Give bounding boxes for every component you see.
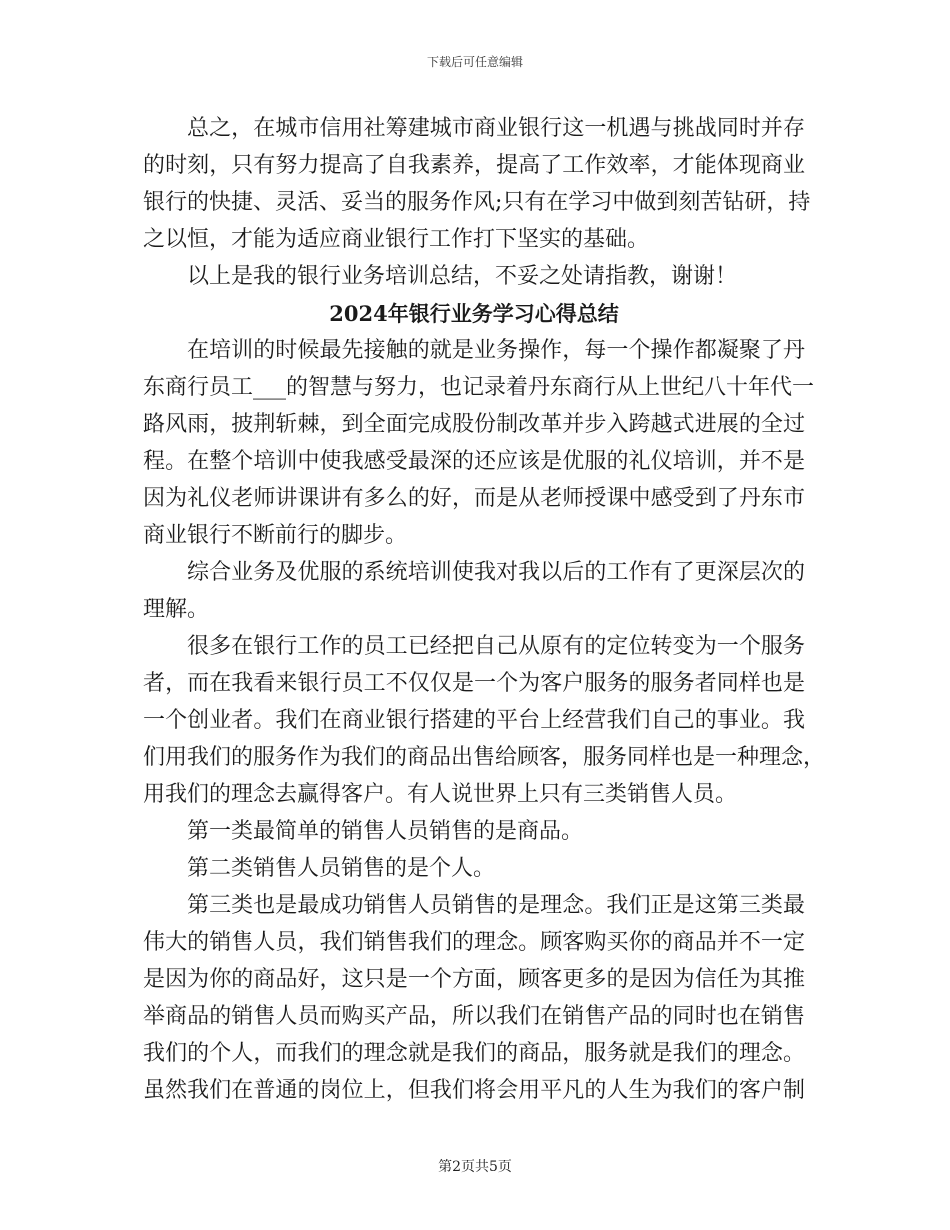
document-body	[143, 110, 826, 1109]
paragraph-line: 总之，在城市信用社筹建城市商业银行这一机遇与挑战同时并存	[187, 116, 805, 141]
paragraph-line: 我们的个人，而我们的理念就是我们的商品，服务就是我们的理念。	[143, 1041, 805, 1066]
paragraph-line: 理解。	[143, 597, 210, 622]
paragraph-line: 商业银行不断前行的脚步。	[143, 523, 408, 548]
paragraph	[143, 628, 826, 813]
paragraph-line: 在培训的时候最先接触的就是业务操作，每一个操作都凝聚了丹	[187, 338, 805, 363]
page-header: 下载后可任意编辑	[426, 55, 523, 69]
paragraph-line: 很多在银行工作的员工已经把自己从原有的定位转变为一个服务	[187, 634, 805, 659]
paragraph-line: 者，而在我看来银行员工不仅仅是一个为客户服务的服务者同样也是	[143, 671, 805, 696]
paragraph-line: 综合业务及优服的系统培训使我对我以后的工作有了更深层次的	[187, 560, 805, 585]
paragraph-line: 们用我们的服务作为我们的商品出售给顾客，服务同样也是一种理念，	[143, 745, 826, 770]
paragraph-line: 银行的快捷、灵活、妥当的服务作风;只有在学习中做到刻苦钻研，持	[143, 190, 811, 215]
paragraph-line: 路风雨，披荆斩棘，到全面完成股份制改革并步入跨越式进展的全过	[143, 412, 805, 437]
section-title	[143, 295, 805, 332]
paragraph-line: 虽然我们在普通的岗位上，但我们将会用平凡的人生为我们的客户制	[143, 1078, 805, 1103]
paragraph-line: 程。在整个培训中使我感受最深的还应该是优服的礼仪培训，并不是	[143, 449, 805, 474]
paragraph-line: 以上是我的银行业务培训总结，不妥之处请指教，谢谢！	[187, 264, 738, 289]
paragraph-line: 第一类最简单的销售人员销售的是商品。	[187, 819, 584, 844]
paragraph-line: 因为礼仪老师讲课讲有多么的好，而是从老师授课中感受到了丹东市	[143, 486, 805, 511]
paragraph-line: 伟大的销售人员，我们销售我们的理念。顾客购买你的商品并不一定	[143, 930, 805, 955]
paragraph	[143, 887, 805, 1109]
paragraph-line: 之以恒，才能为适应商业银行工作打下坚实的基础。	[143, 227, 650, 252]
paragraph-line: 一个创业者。我们在商业银行搭建的平台上经营我们自己的事业。我	[143, 708, 805, 733]
section-title-text: 2024年银行业务学习心得总结	[329, 301, 619, 326]
paragraph-line: 举商品的销售人员而购买产品，所以我们在销售产品的同时也在销售	[143, 1004, 805, 1029]
page-footer: 第2页共5页	[438, 1159, 512, 1175]
paragraph-line: 是因为你的商品好，这只是一个方面，顾客更多的是因为信任为其推	[143, 967, 805, 992]
paragraph-line: 用我们的理念去赢得客户。有人说世界上只有三类销售人员。	[143, 782, 738, 807]
paragraph-line: 第二类销售人员销售的是个人。	[187, 856, 496, 881]
paragraph	[143, 554, 805, 628]
paragraph-line: 东商行员工___的智慧与努力，也记录着丹东商行从上世纪八十年代一	[143, 375, 815, 400]
paragraph	[143, 332, 815, 554]
paragraph-line: 第三类也是最成功销售人员销售的是理念。我们正是这第三类最	[187, 893, 805, 918]
paragraph	[143, 258, 805, 295]
paragraph	[143, 813, 805, 850]
paragraph	[143, 110, 811, 258]
paragraph-line: 的时刻，只有努力提高了自我素养，提高了工作效率，才能体现商业	[143, 153, 805, 178]
paragraph	[143, 850, 805, 887]
